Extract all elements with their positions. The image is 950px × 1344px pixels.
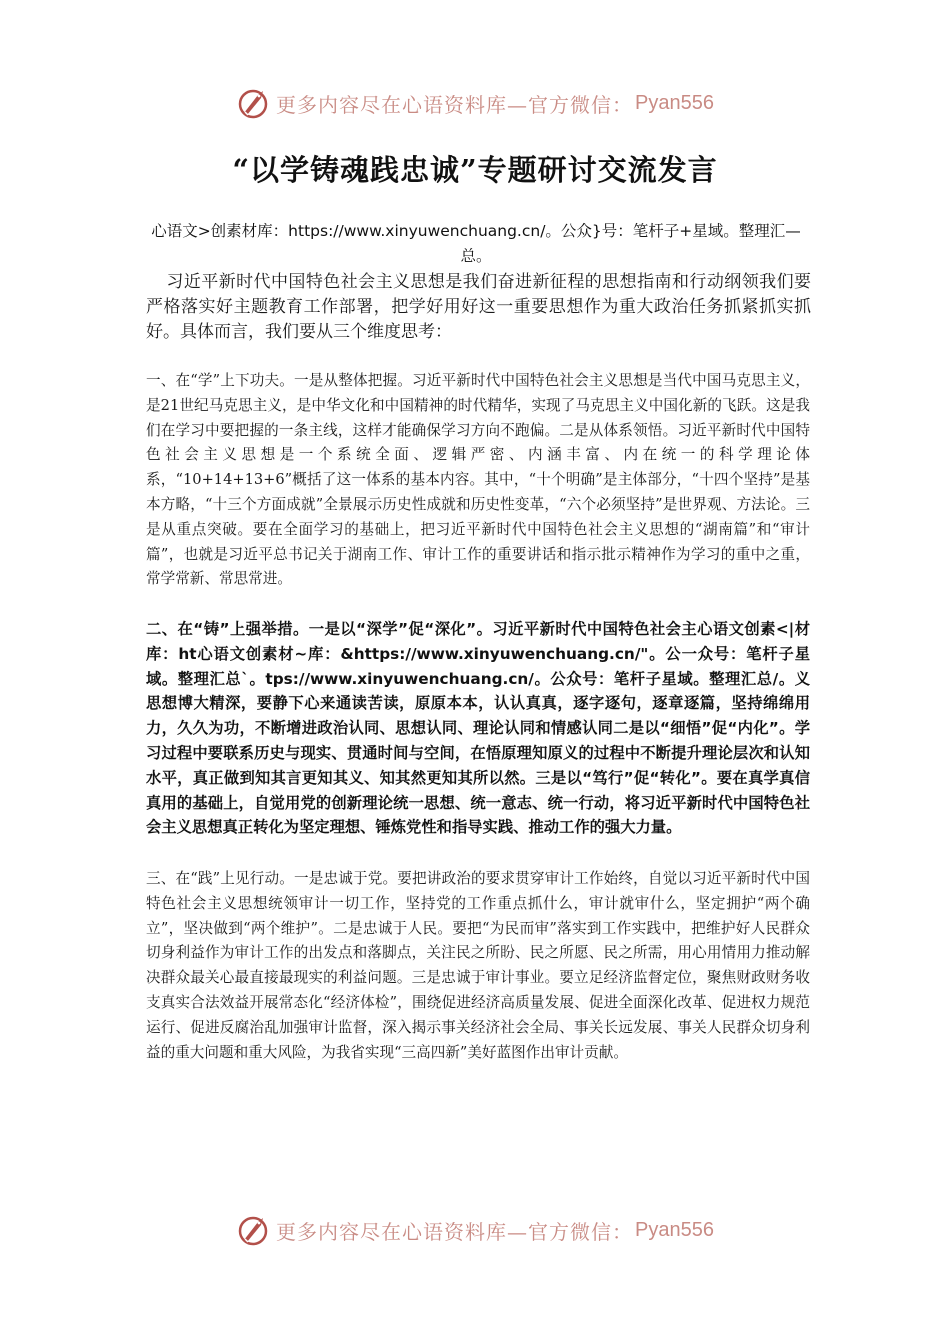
section-one-paragraph: 一、在“学”上下功夫。一是从整体把握。习近平新时代中国特色社会主义思想是当代中国马克思主义，是21世纪马克思主义，是中华文化和中国精神的时代精华，实现了马克思主义中国化新的飞跃。这是我们在学习中要把握的一条主线，这样才能确保学习方向不跑偏。二是从体系领悟。习近平新时代中国特色社会主义思想是一个系统全面、逻辑严密、内涵丰富、内在统一的科学理论体系，“10+14+13+6”概括了这一体系的基本内容。其中，“十个明确”是主体部分，“十四个坚持”是基本方略，“十三个方面成就”全景展示历史性成就和历史性变革，“六个必须坚持”是世界观、方法论。三是从重点突破。要在全面学习的基础上，把习近平新时代中国特色社会主义思想的“湖南篇”和“审计篇”，也就是习近平总书记关于湖南工作、审计工作的重要讲话和指示批示精神作为学习的重中之重，常学常新、常思常进。 (146, 372, 810, 588)
watermark-text: 更多内容尽在心语资料库—官方微信： (276, 1219, 634, 1244)
watermark-wechat-id: Pyan556 (635, 1218, 714, 1241)
document-title: “以学铸魂践忠诚”专题研讨交流发言 (232, 153, 718, 187)
intro-paragraph: 习近平新时代中国特色社会主义思想是我们奋进新征程的思想指南和行动纲领我们要严格落实好主题教育工作部署，把学好用好这一重要思想作为重大政治任务抓紧抓实抓好。具体而言，我们要从三个维度思考： (146, 272, 811, 342)
pen-logo-icon (236, 1212, 272, 1248)
header-watermark (0, 83, 950, 123)
footer-watermark (0, 1210, 950, 1250)
watermark-wechat-id: Pyan556 (635, 91, 714, 114)
pen-logo-icon (236, 85, 272, 121)
source-line: 心语文>创素材库：https://www.xinyuwenchuang.cn/。公众}号：笔杆子+星域。整理汇—总。 (151, 222, 801, 265)
section-two-paragraph: 二、在“铸”上强举措。一是以“深学”促“深化”。习近平新时代中国特色社会主心语文创素<|材库：ht心语文创素材~库：&https://www.xinyuwenchuang.cn/"。公一众号：笔杆子星域。整理汇总`。tps://www.xinyuwenchuang.cn/。公众号：笔杆子星域。整理汇总/。义思想博大精深，要静下心来通读苦读，原原本本，认认真真，逐字逐句，逐章逐篇，坚持绵绵用力，久久为功，不断增进政治认同、思想认同、理论认同和情感认同二是以“细悟”促“内化”。学习过程中要联系历史与现实、贯通时间与空间，在悟原理知原义的过程中不断提升理论层次和认知水平，真正做到知其言更知其义、知其然更知其所以然。三是以“笃行”促“转化”。要在真学真信真用的基础上，自觉用党的创新理论统一思想、统一意志、统一行动，将习近平新时代中国特色社会主义思想真正转化为坚定理想、锤炼党性和指导实践、推动工作的强大力量。 (146, 620, 810, 837)
section-three-paragraph: 三、在“践”上见行动。一是忠诚于党。要把讲政治的要求贯穿审计工作始终，自觉以习近平新时代中国特色社会主义思想统领审计一切工作，坚持党的工作重点抓什么，审计就审什么，坚定拥护“两个确立”，坚决做到“两个维护”。二是忠诚于人民。要把“为民而审”落实到工作实践中，把维护好人民群众切身利益作为审计工作的出发点和落脚点，关注民之所盼、民之所愿、民之所需，用心用情用力推动解决群众最关心最直接最现实的利益问题。三是忠诚于审计事业。要立足经济监督定位，聚焦财政财务收支真实合法效益开展常态化“经济体检”，围绕促进经济高质量发展、促进全面深化改革、促进权力规范运行、促进反腐治乱加强审计监督，深入揭示事关经济社会全局、事关长远发展、事关人民群众切身利益的重大问题和重大风险，为我省实现“三高四新”美好蓝图作出审计贡献。 (146, 870, 810, 1061)
watermark-text: 更多内容尽在心语资料库—官方微信： (276, 92, 634, 117)
